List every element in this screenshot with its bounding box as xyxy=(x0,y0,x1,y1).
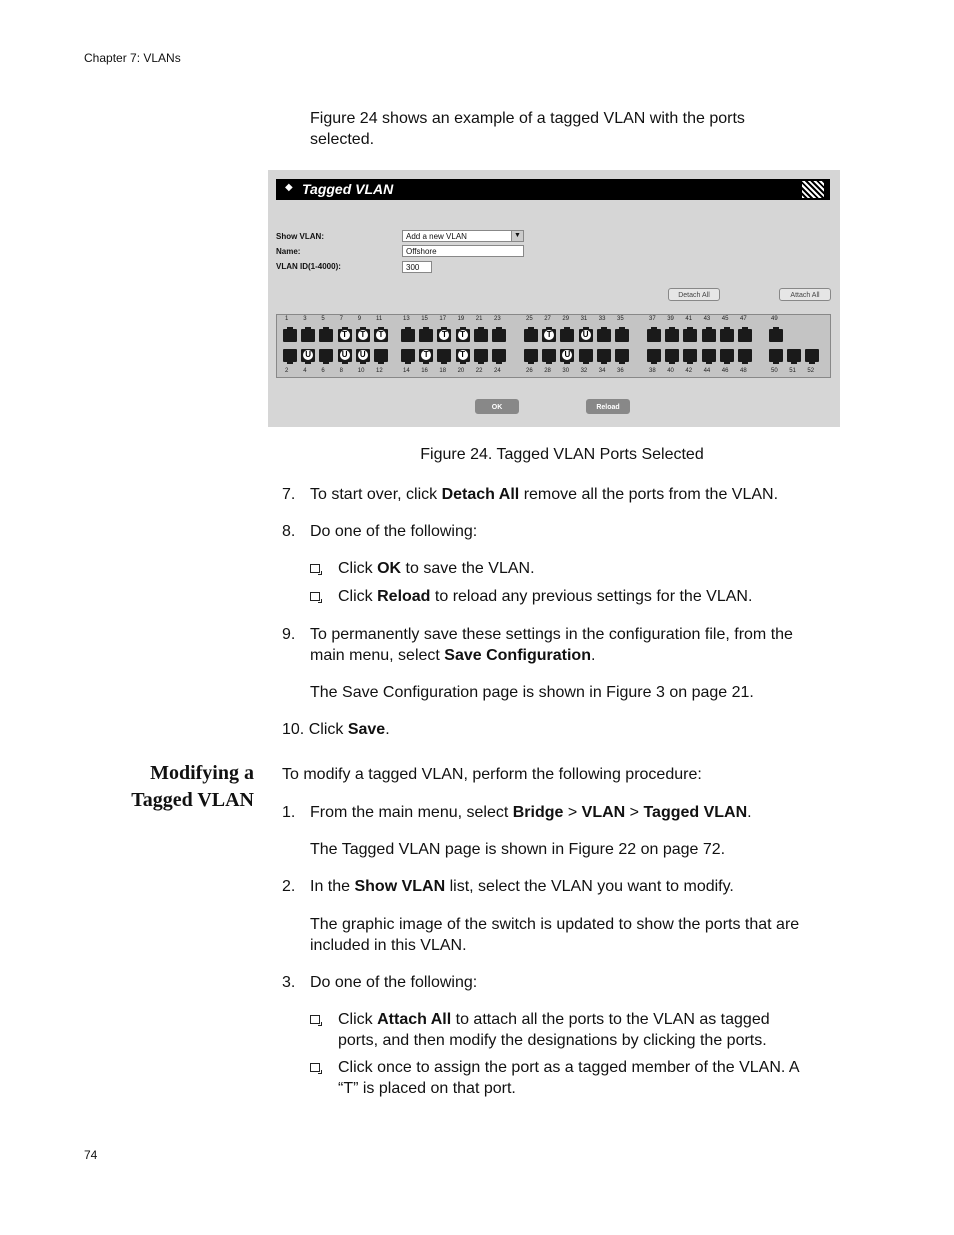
save-configuration-ref: Save Configuration xyxy=(444,647,591,664)
step-9-note: The Save Configuration page is shown in Figure 3 on page 21. xyxy=(310,684,754,701)
port-18[interactable] xyxy=(437,349,451,362)
port-label-5: 5 xyxy=(321,316,325,322)
port-8-membership: U xyxy=(340,350,350,360)
bullet-attach-all xyxy=(338,1009,848,1051)
port-7-membership: T xyxy=(340,330,350,340)
attach-all-ref: Attach All xyxy=(377,1011,452,1028)
port-24[interactable] xyxy=(492,349,506,362)
page-number: 74 xyxy=(84,1148,98,1162)
port-45[interactable] xyxy=(720,329,734,342)
step-2-note-line2: included in this VLAN. xyxy=(310,937,467,954)
checkbox-bullet-icon xyxy=(310,1063,320,1072)
port-label-11: 11 xyxy=(376,316,383,322)
step-3-number: 3. xyxy=(282,974,296,991)
port-label-4: 4 xyxy=(303,368,307,374)
step-10-post: . xyxy=(385,721,390,738)
switch-port-panel xyxy=(276,314,831,378)
step-2-text xyxy=(310,876,734,897)
port-21[interactable] xyxy=(474,329,488,342)
step-1-pre: From the main menu, select xyxy=(310,804,513,821)
show-vlan-value: Add a new VLAN xyxy=(406,232,467,241)
step-1-text xyxy=(310,802,752,823)
port-4[interactable] xyxy=(301,349,315,362)
sep-2: > xyxy=(625,804,644,821)
tagged-vlan-screenshot xyxy=(268,170,840,427)
step-1-post: . xyxy=(747,804,752,821)
step-2-post: list, select the VLAN you want to modify. xyxy=(445,878,734,895)
port-34[interactable] xyxy=(597,349,611,362)
port-6[interactable] xyxy=(319,349,333,362)
port-25[interactable] xyxy=(524,329,538,342)
port-label-34: 34 xyxy=(598,368,606,374)
port-label-35: 35 xyxy=(617,316,624,322)
port-20[interactable] xyxy=(456,349,470,362)
checkbox-bullet-icon xyxy=(310,592,320,601)
port-31[interactable] xyxy=(579,329,593,342)
port-label-33: 33 xyxy=(598,316,606,322)
port-40[interactable] xyxy=(665,349,679,362)
port-50[interactable] xyxy=(769,349,783,362)
reload-button[interactable]: Reload xyxy=(586,399,630,414)
port-label-41: 41 xyxy=(685,316,693,322)
port-label-50: 50 xyxy=(771,368,778,374)
port-32[interactable] xyxy=(579,349,593,362)
sep-1: > xyxy=(563,804,582,821)
step-7-text xyxy=(310,484,778,505)
show-vlan-select[interactable] xyxy=(402,230,524,242)
port-11[interactable] xyxy=(374,329,388,342)
port-28[interactable] xyxy=(542,349,556,362)
port-label-22: 22 xyxy=(475,368,483,374)
port-label-13: 13 xyxy=(403,316,410,322)
ok-ref: OK xyxy=(377,560,402,577)
bullet-click-once xyxy=(338,1057,848,1099)
step-7-post: remove all the ports from the VLAN. xyxy=(519,486,779,503)
port-label-44: 44 xyxy=(703,368,711,374)
port-39[interactable] xyxy=(665,329,679,342)
port-10[interactable] xyxy=(356,349,370,362)
port-51[interactable] xyxy=(787,349,801,362)
bullet-attach-pre: Click xyxy=(338,1011,378,1028)
name-label: Name: xyxy=(276,247,301,256)
port-9-membership: T xyxy=(358,330,368,340)
save-ref: Save xyxy=(347,721,386,738)
attach-all-button[interactable]: Attach All xyxy=(779,288,831,301)
port-17-membership: T xyxy=(439,330,449,340)
step-2-pre: In the xyxy=(310,878,355,895)
port-label-12: 12 xyxy=(376,368,383,374)
port-33[interactable] xyxy=(597,329,611,342)
port-48[interactable] xyxy=(738,349,752,362)
vendor-logo-icon xyxy=(802,181,824,198)
port-label-49: 49 xyxy=(771,316,778,322)
port-42[interactable] xyxy=(683,349,697,362)
bullet-ok-post: to save the VLAN. xyxy=(401,560,535,577)
port-label-16: 16 xyxy=(421,368,428,374)
port-26[interactable] xyxy=(524,349,538,362)
port-30-membership: U xyxy=(562,350,572,360)
step-9-line2-post: . xyxy=(590,647,596,664)
step-8-text: Do one of the following: xyxy=(310,523,478,540)
port-label-40: 40 xyxy=(667,368,674,374)
bullet-attach-post: to attach all the ports to the VLAN as tagged xyxy=(451,1011,770,1028)
bullet-reload-pre: Click xyxy=(338,588,378,605)
step-9-line2-pre: main menu, select xyxy=(310,647,445,664)
port-12[interactable] xyxy=(374,349,388,362)
port-16[interactable] xyxy=(419,349,433,362)
step-10-number: 10. xyxy=(282,721,305,738)
port-label-48: 48 xyxy=(740,368,747,374)
port-20-membership: T xyxy=(458,350,468,360)
section-heading-line1: Modifying a xyxy=(150,762,254,784)
port-label-7: 7 xyxy=(339,316,343,322)
step-7-number: 7. xyxy=(282,486,296,503)
port-label-45: 45 xyxy=(721,316,729,322)
port-41[interactable] xyxy=(683,329,697,342)
port-label-29: 29 xyxy=(562,316,570,322)
port-38[interactable] xyxy=(647,349,661,362)
port-13[interactable] xyxy=(401,329,415,342)
port-36[interactable] xyxy=(615,349,629,362)
port-29[interactable] xyxy=(560,329,574,342)
step-2-note-line1: The graphic image of the switch is updated to show the ports that are xyxy=(310,916,800,933)
port-22[interactable] xyxy=(474,349,488,362)
port-label-10: 10 xyxy=(357,368,365,374)
port-label-18: 18 xyxy=(439,368,447,374)
port-44[interactable] xyxy=(702,349,716,362)
port-label-26: 26 xyxy=(526,368,533,374)
detach-all-button[interactable]: Detach All xyxy=(668,288,720,301)
port-23[interactable] xyxy=(492,329,506,342)
port-17[interactable] xyxy=(437,329,451,342)
port-label-9: 9 xyxy=(357,316,362,322)
port-label-38: 38 xyxy=(649,368,656,374)
tagged-vlan-ref: Tagged VLAN xyxy=(643,804,748,821)
port-label-2: 2 xyxy=(285,368,289,374)
port-label-37: 37 xyxy=(649,316,656,322)
bullet-ok-pre: Click xyxy=(338,560,378,577)
show-vlan-ref: Show VLAN xyxy=(354,878,446,895)
vlan-id-field[interactable]: 300 xyxy=(402,261,432,273)
step-3-text: Do one of the following: xyxy=(310,974,478,991)
port-19-membership: T xyxy=(458,330,468,340)
vlan-id-label: VLAN ID(1-4000): xyxy=(276,262,341,271)
port-label-1: 1 xyxy=(285,316,289,322)
section-heading-line2: Tagged VLAN xyxy=(131,789,254,811)
bullet-reload-post: to reload any previous settings for the VLAN. xyxy=(430,588,753,605)
intro-paragraph: Figure 24 shows an example of a tagged VLAN with the ports selected. xyxy=(310,110,745,148)
port-27[interactable] xyxy=(542,329,556,342)
step-10-text xyxy=(282,719,390,740)
port-label-36: 36 xyxy=(617,368,624,374)
step-2-number: 2. xyxy=(282,878,296,895)
port-label-8: 8 xyxy=(339,368,343,374)
port-1[interactable] xyxy=(283,329,297,342)
title-bullet-icon: ◆ xyxy=(285,182,293,193)
port-31-membership: U xyxy=(581,330,591,340)
port-label-30: 30 xyxy=(562,368,570,374)
running-header: Chapter 7: VLANs xyxy=(84,51,181,65)
step-9-number: 9. xyxy=(282,626,296,643)
bullet-click-once-line1: Click once to assign the port as a tagged member of the VLAN. A xyxy=(338,1059,800,1076)
port-2[interactable] xyxy=(283,349,297,362)
figure-title-bar xyxy=(276,179,830,200)
port-37[interactable] xyxy=(647,329,661,342)
port-label-19: 19 xyxy=(457,316,465,322)
port-label-52: 52 xyxy=(807,368,815,374)
checkbox-bullet-icon xyxy=(310,564,320,573)
section-intro: To modify a tagged VLAN, perform the following procedure: xyxy=(282,766,702,783)
port-label-39: 39 xyxy=(667,316,674,322)
port-15[interactable] xyxy=(419,329,433,342)
port-label-24: 24 xyxy=(494,368,501,374)
port-label-3: 3 xyxy=(303,316,307,322)
port-7[interactable] xyxy=(338,329,352,342)
section-heading xyxy=(54,760,254,814)
step-2-note xyxy=(310,914,850,956)
port-label-42: 42 xyxy=(685,368,693,374)
port-label-6: 6 xyxy=(321,368,325,374)
port-label-28: 28 xyxy=(544,368,551,374)
ok-button[interactable]: OK xyxy=(475,399,519,414)
bullet-reload xyxy=(338,586,752,607)
figure-title: Tagged VLAN xyxy=(302,181,394,197)
port-label-23: 23 xyxy=(494,316,501,322)
step-7-pre: To start over, click xyxy=(310,486,442,503)
port-43[interactable] xyxy=(702,329,716,342)
port-10-membership: U xyxy=(358,350,368,360)
bridge-ref: Bridge xyxy=(512,804,564,821)
port-label-14: 14 xyxy=(403,368,410,374)
port-46[interactable] xyxy=(720,349,734,362)
port-label-20: 20 xyxy=(457,368,465,374)
port-5[interactable] xyxy=(319,329,333,342)
port-11-membership: T xyxy=(376,330,386,340)
port-30[interactable] xyxy=(560,349,574,362)
reload-ref: Reload xyxy=(377,588,431,605)
bullet-ok xyxy=(338,558,535,579)
port-label-43: 43 xyxy=(703,316,711,322)
step-9-line1: To permanently save these settings in the configuration file, from the xyxy=(310,626,793,643)
port-label-21: 21 xyxy=(475,316,483,322)
port-47[interactable] xyxy=(738,329,752,342)
port-label-17: 17 xyxy=(439,316,447,322)
bullet-click-once-line2: “T” is placed on that port. xyxy=(338,1080,516,1097)
port-16-membership: T xyxy=(421,350,431,360)
show-vlan-label: Show VLAN: xyxy=(276,232,324,241)
chevron-down-icon: ▼ xyxy=(511,231,523,241)
port-3[interactable] xyxy=(301,329,315,342)
port-label-46: 46 xyxy=(721,368,729,374)
figure-caption: Figure 24. Tagged VLAN Ports Selected xyxy=(420,446,704,463)
detach-all-ref: Detach All xyxy=(441,486,520,503)
port-label-31: 31 xyxy=(580,316,588,322)
port-label-47: 47 xyxy=(740,316,747,322)
port-49[interactable] xyxy=(769,329,783,342)
step-10-pre: Click xyxy=(308,721,348,738)
bullet-attach-line2: ports, and then modify the designations by clicking the ports. xyxy=(338,1032,767,1049)
port-14[interactable] xyxy=(401,349,415,362)
port-27-membership: T xyxy=(544,330,554,340)
port-label-51: 51 xyxy=(789,368,796,374)
vlan-ref: VLAN xyxy=(581,804,626,821)
step-1-number: 1. xyxy=(282,804,296,821)
port-19[interactable] xyxy=(456,329,470,342)
port-label-27: 27 xyxy=(544,316,551,322)
port-52[interactable] xyxy=(805,349,819,362)
port-35[interactable] xyxy=(615,329,629,342)
port-8[interactable] xyxy=(338,349,352,362)
step-8-number: 8. xyxy=(282,523,296,540)
name-field[interactable]: Offshore xyxy=(402,245,524,257)
port-label-32: 32 xyxy=(580,368,588,374)
port-label-25: 25 xyxy=(526,316,533,322)
step-9-text xyxy=(310,624,850,666)
port-9[interactable] xyxy=(356,329,370,342)
port-label-15: 15 xyxy=(421,316,428,322)
port-4-membership: U xyxy=(303,350,313,360)
step-1-note: The Tagged VLAN page is shown in Figure 22 on page 72. xyxy=(310,841,726,858)
checkbox-bullet-icon xyxy=(310,1015,320,1024)
